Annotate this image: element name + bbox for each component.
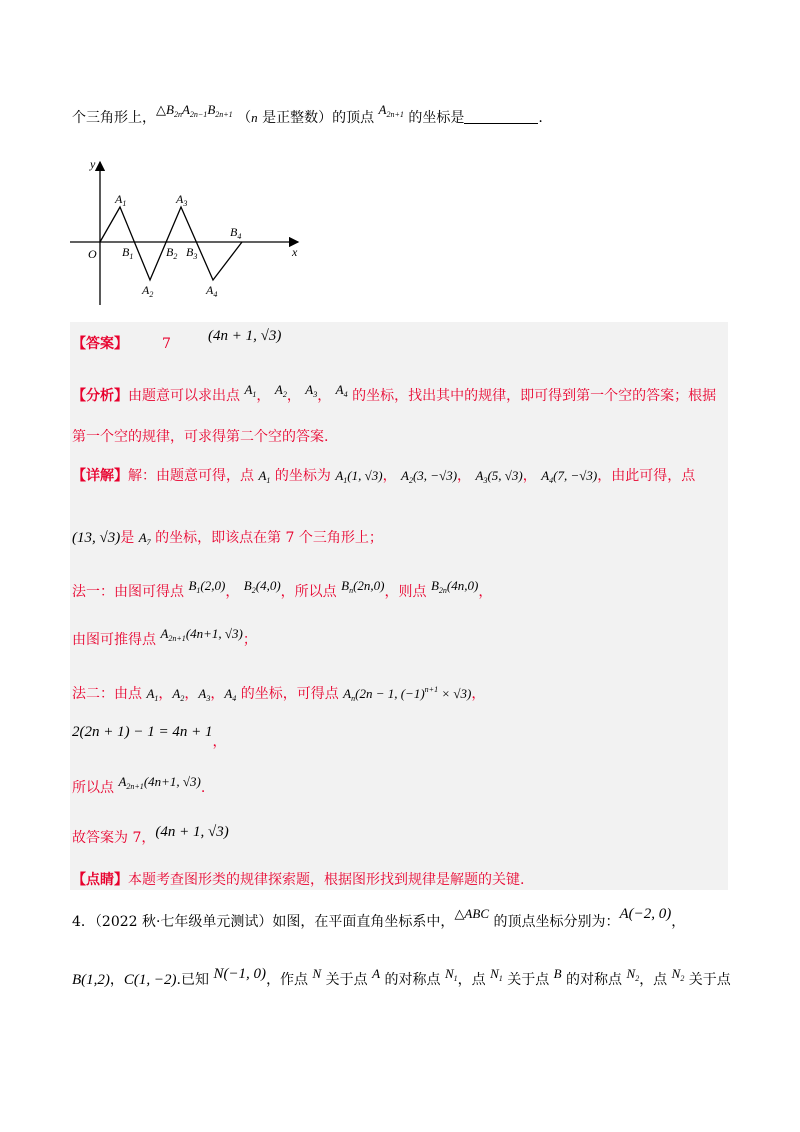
math: B (430, 578, 439, 593)
text: 由题意可以求出点 (128, 388, 245, 404)
math: A(−2, 0) (619, 906, 672, 922)
text: ， (256, 388, 271, 404)
analysis-line-1 (72, 382, 717, 411)
text: 的对称点 (561, 972, 627, 988)
text: 关于点 (684, 972, 731, 988)
math: (2n − 1, (−1) (355, 686, 425, 701)
math: B(1,2) (72, 972, 110, 988)
text: . (200, 780, 206, 796)
sub: 7 (146, 538, 151, 547)
method2-line-1 (72, 680, 485, 709)
method2-line-3 (72, 774, 206, 803)
sub: 3 (313, 390, 318, 399)
sub: 3 (206, 694, 211, 703)
math: (4n + 1, √3) (155, 824, 229, 840)
text: 所以点 (72, 780, 119, 796)
analysis-line-2 (72, 427, 328, 447)
text: ， (210, 686, 225, 702)
math: A (343, 686, 352, 701)
text: ， (286, 388, 301, 404)
math: (4n,0) (446, 578, 479, 593)
zigzag-line (100, 207, 242, 280)
text: 的对称点 (380, 972, 445, 988)
q4-line-2 (72, 966, 731, 995)
text: ， (522, 468, 537, 484)
sub: 2n−1 (189, 110, 208, 119)
text: 关于点 (502, 972, 554, 988)
math: (7, −√3) (553, 468, 598, 483)
sub: 2n (438, 586, 447, 595)
text: . (538, 110, 543, 126)
math: (2n,0) (353, 578, 385, 593)
text: 的坐标是 (403, 110, 465, 126)
zigzag-figure (70, 150, 310, 310)
sub: n (351, 694, 356, 703)
text: 的坐标，可得点 (236, 686, 344, 702)
text: 是 (120, 530, 139, 546)
text: ， (212, 734, 227, 750)
sub: 1 (154, 694, 159, 703)
math: N(−1, 0) (213, 966, 267, 982)
sub: 1 (266, 476, 271, 485)
method2-equation (72, 722, 227, 750)
comment-line (72, 870, 524, 890)
math: A (172, 686, 181, 701)
math: A (541, 468, 550, 483)
method1-line-2 (72, 626, 257, 655)
math: A (335, 382, 344, 397)
sub: 2n+1 (168, 634, 186, 643)
answer-value-1 (162, 334, 171, 354)
math: A (378, 102, 387, 117)
sub: 2 (680, 974, 685, 983)
math: A (335, 468, 344, 483)
text: 的顶点坐标分别为： (489, 914, 620, 930)
math: (3, −√3) (412, 468, 458, 483)
sub: 2 (635, 974, 640, 983)
math: B (553, 966, 562, 981)
math: N (626, 966, 636, 981)
math: B (243, 578, 252, 593)
sub: 1 (252, 390, 257, 399)
text: 4．（2022 秋·七年级单元测试）如图，在平面直角坐标系中， (72, 914, 455, 930)
answer-value-2 (208, 326, 281, 346)
x-label: x (292, 245, 298, 259)
intro-line (72, 102, 543, 133)
answer-label: 【答案】 (72, 336, 128, 352)
math: A (146, 686, 155, 701)
text: 的坐标，即该点在第 7 个三角形上； (150, 530, 383, 546)
sub: 1 (343, 476, 348, 485)
math: B (207, 102, 216, 117)
math: (5, √3) (487, 468, 523, 483)
text: 是正整数）的顶点 (257, 110, 379, 126)
comment-label: 【点睛】 (72, 872, 128, 888)
sup: n+1 (424, 685, 439, 694)
math: N (444, 966, 454, 981)
sub: 2 (251, 586, 256, 595)
detail-line-2 (72, 528, 383, 553)
math: A (224, 686, 233, 701)
analysis-label: 【分析】 (72, 388, 128, 404)
label-a3: $A_3$ (176, 192, 188, 208)
text: 本题考查图形类的规律探索题，根据图形找到规律是解题的关键. (128, 872, 525, 888)
text: ，由此可得，点 (597, 468, 696, 484)
label-a2: $A_2$ (142, 283, 154, 299)
label-a4: $A_4$ (206, 283, 218, 299)
text: 故答案为 7， (72, 830, 156, 846)
sub: 1 (196, 586, 201, 595)
text: 由图可推得点 (72, 632, 161, 648)
sub: 2n (173, 110, 182, 119)
sub: 2 (180, 694, 185, 703)
math: (1, √3) (347, 468, 383, 483)
text: ， (471, 686, 486, 702)
text: 的坐标为 (270, 468, 336, 484)
math: C(1, −2) (123, 972, 177, 988)
math: A (118, 774, 127, 789)
math: A (160, 626, 169, 641)
math: A (244, 382, 253, 397)
math: n (251, 110, 258, 125)
text: ， (109, 972, 124, 988)
math: A (305, 382, 314, 397)
text: 的坐标，找出其中的规律，即可得到第一个空的答案；根据 (347, 388, 717, 404)
detail-line-1 (72, 466, 695, 491)
answer-line (72, 334, 128, 354)
label-b4: $B_4$ (230, 225, 242, 241)
text: .已知 (176, 972, 214, 988)
math: N (490, 966, 499, 981)
math: N (312, 966, 322, 981)
sub: 1 (498, 974, 503, 983)
label-a1: $A_1$ (115, 192, 127, 208)
text: （ (237, 110, 252, 126)
answer-blank (464, 109, 538, 124)
intro-text: 个三角形上， (72, 110, 156, 126)
text: ，所以点 (280, 584, 342, 600)
math: (13, √3) (72, 530, 121, 546)
sub: 1 (453, 974, 458, 983)
math: (4n + 1, √3) (208, 328, 282, 344)
text: 关于点 (321, 972, 373, 988)
detail-label: 【详解】 (72, 468, 128, 484)
math: × √3) (438, 686, 472, 701)
math: A (198, 686, 207, 701)
sub: 2n+1 (126, 782, 144, 791)
math: B (341, 578, 350, 593)
q4-line-1 (72, 906, 686, 932)
math: 2(2n + 1) − 1 = 4n + 1 (72, 724, 213, 740)
text: 法二：由点 (72, 686, 147, 702)
label-b1: $B_1$ (122, 245, 134, 261)
text: 7 (162, 336, 171, 352)
sub: 4 (343, 390, 348, 399)
text: ，则点 (384, 584, 431, 600)
text: ， (457, 468, 472, 484)
sub: 4 (549, 476, 554, 485)
math: (4,0) (255, 578, 281, 593)
text: ，点 (457, 972, 491, 988)
y-label: y (90, 157, 96, 171)
final-line (72, 824, 229, 848)
text: ， (478, 584, 493, 600)
math: A (475, 468, 484, 483)
text: ， (158, 686, 173, 702)
math: (4n+1, √3) (185, 626, 243, 641)
math: B (188, 578, 197, 593)
text: ， (382, 468, 397, 484)
text: ，点 (639, 972, 672, 988)
math: N (671, 966, 681, 981)
text: ， (225, 584, 240, 600)
sub: 3 (483, 476, 488, 485)
text: 解：由题意可得，点 (128, 468, 259, 484)
text: ， (184, 686, 199, 702)
text: ， (317, 388, 332, 404)
math: A (181, 102, 190, 117)
sub: 2 (282, 390, 287, 399)
text: ， (671, 914, 686, 930)
text: 第一个空的规律，可求得第二个空的答案. (72, 429, 329, 445)
sub: 2 (408, 476, 413, 485)
math: △ABC (454, 906, 489, 921)
label-b3: $B_3$ (186, 245, 198, 261)
label-b2: $B_2$ (166, 245, 178, 261)
sub: 2n+1 (386, 110, 404, 119)
math: A (258, 468, 267, 483)
sub: 4 (232, 694, 237, 703)
triangle-symbol: △B (156, 102, 174, 117)
math: (4n+1, √3) (143, 774, 201, 789)
sub: n (349, 586, 354, 595)
math: A (274, 382, 283, 397)
method1-line-1 (72, 578, 493, 607)
origin-label: O (88, 247, 97, 261)
math: A (372, 966, 381, 981)
math: A (138, 530, 147, 545)
sub: 2n+1 (215, 110, 233, 119)
math: (2,0) (200, 578, 226, 593)
text: ，作点 (266, 972, 313, 988)
text: 法一：由图可得点 (72, 584, 189, 600)
math: A (401, 468, 409, 483)
text: ； (242, 632, 257, 648)
